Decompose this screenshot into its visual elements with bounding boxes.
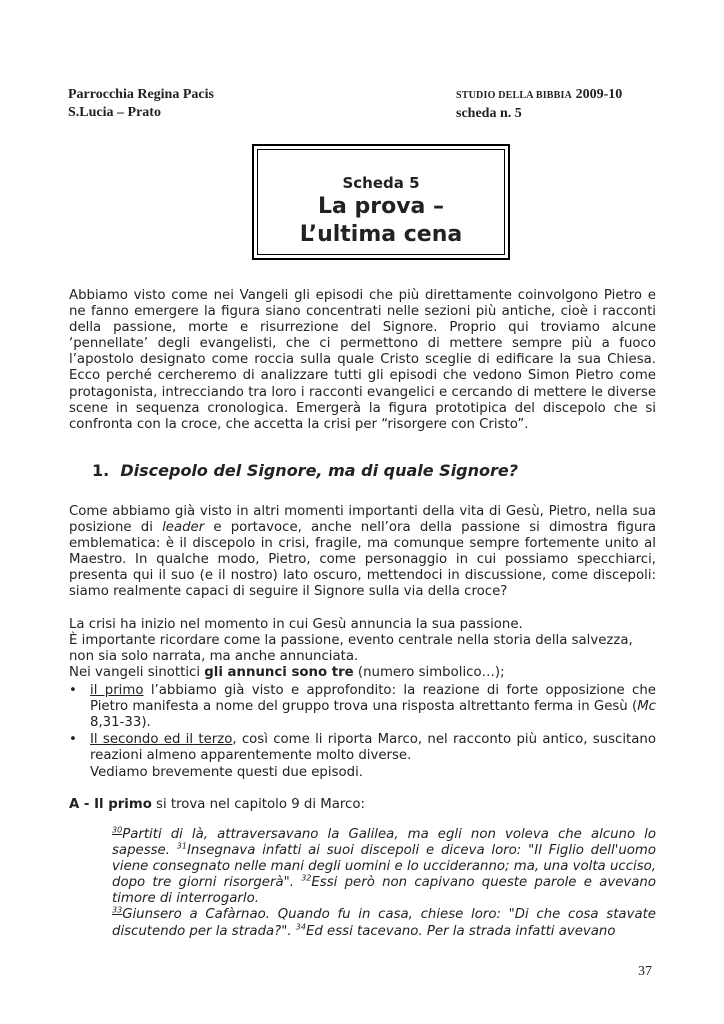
bullet-ref-italic: Mc — [637, 699, 656, 715]
subsection-a-text: si trova nel capitolo 9 di Marco: — [151, 797, 365, 812]
title-box — [252, 144, 510, 260]
verse-number: 33 — [112, 906, 123, 916]
scheda-label: Scheda 5 — [342, 174, 420, 192]
gospel-quote — [112, 827, 656, 940]
verse-text: Giunsero a Cafàrnao. Quando fu in casa, chiese loro: "Di che cosa stavate discutendo per la strada?". — [112, 907, 656, 939]
bullet-underlined: il primo — [90, 683, 144, 698]
paragraph-3 — [69, 617, 656, 681]
bullet-text — [90, 683, 656, 731]
para3-line3-tail: (numero simbolico…); — [353, 665, 505, 681]
para2-text-b: e portavoce, anche nell’ora della passione si dimostra figura emblematica: è il discepolo in crisi, fragile, ma comunque sempre fortemente unito al Maestro. In qualche modo, Pietro, come personaggio in cui possiamo specchiarci, presenta qui il suo (e il nostro) lato oscuro, mettendoci in discussione, come discepoli: siamo realmente capaci di seguire il Signore sulla via della croce? — [69, 520, 656, 600]
list-item — [69, 683, 656, 731]
parish-header — [68, 86, 214, 122]
bullet-icon: • — [69, 683, 77, 698]
section-number: 1. — [92, 461, 110, 480]
para2-italic-leader: leader — [162, 520, 205, 536]
para3-line-2: È importante ricordare come la passione, evento centrale nella storia della salvezza, non sia solo narrata, ma anche annunciata. — [69, 633, 633, 665]
bullet-body: l’abbiamo già visto e approfondito: la reazione di forte opposizione che Pietro manifesta a nome del gruppo trova una risposta altrettanto ferma in Gesù ( — [90, 683, 656, 715]
title-line-2: L’ultima cena — [299, 222, 463, 247]
para3-line-1: La crisi ha inizio nel momento in cui Gesù annuncia la sua passione. — [69, 617, 523, 632]
bullet-ref: 8,31-33). — [90, 715, 151, 731]
para3-line3-text: Nei vangeli sinottici — [69, 665, 205, 681]
section-heading — [92, 461, 518, 480]
subsection-a-bold: A - Il primo — [69, 797, 152, 812]
title-box-inner — [257, 149, 505, 255]
study-year: 2009-10 — [575, 87, 623, 102]
bullet-text — [90, 732, 656, 764]
page-number: 37 — [638, 964, 652, 979]
bullet-icon: • — [69, 732, 77, 747]
verse-number: 32 — [301, 873, 312, 883]
scheda-number: scheda n. 5 — [456, 106, 522, 121]
study-prefix: STUDIO DELLA BIBBIA — [456, 90, 573, 101]
verse-text: Partiti di là, attraversavano la Galilea, ma egli non voleva che alcuno lo sapesse. — [112, 827, 656, 859]
quote-block-1 — [112, 827, 656, 907]
verse-number: 34 — [295, 922, 306, 932]
study-header — [456, 86, 622, 123]
verse-text: Insegnava infatti ai suoi discepoli e diceva loro: "Il Figlio dell'uomo viene consegnato nelle mani degli uomini e lo uccideranno; ma, una volta ucciso, dopo tre giorni risorgerà". — [112, 843, 656, 891]
verse-text: Essi però non capivano queste parole e avevano timore di interrogarlo. — [112, 875, 656, 907]
para3-line3-bold: gli annunci sono tre — [204, 665, 354, 681]
study-title — [456, 86, 622, 105]
parish-name: Parrocchia Regina Pacis — [68, 87, 214, 102]
verse-text: Ed essi tacevano. Per la strada infatti avevano — [305, 923, 616, 939]
section-title: Discepolo del Signore, ma di quale Signore? — [120, 461, 519, 480]
parish-location: S.Lucia – Prato — [68, 105, 161, 120]
subsection-a — [69, 797, 656, 813]
bullet-underlined: Il secondo ed il terzo — [90, 732, 233, 747]
list-item — [69, 732, 656, 764]
bullet-body: , così come li riporta Marco, nel racconto più antico, suscitano reazioni almeno apparentemente molto diverse. — [90, 732, 656, 764]
para2-text-a: Come abbiamo già visto in altri momenti importanti della vita di Gesù, Pietro, nella sua posizione di — [69, 504, 656, 536]
bullet-followup: Vediamo brevemente questi due episodi. — [90, 765, 363, 780]
title-line-1: La prova – — [317, 194, 445, 219]
verse-number: 30 — [112, 825, 123, 835]
verse-number: 31 — [176, 841, 187, 851]
intro-paragraph: Abbiamo visto come nei Vangeli gli episodi che più direttamente coinvolgono Pietro e ne fanno emergere la figura siano concentrati nelle sezioni più antiche, cioè i racconti della passione, morte e risurrezione del Signore. Proprio qui troviamo alcune ‘pennellate’ degli evangelisti, che ci permettono di mettere sempre più a fuoco l’apostolo designato come roccia sulla quale Cristo sceglie di edificare la sua Chiesa. Ecco perché cercheremo di analizzare tutti gli episodi che vedono Simon Pietro come protagonista, intrecciando tra loro i racconti evangelici e cercando di mettere le diverse scene in sequenza cronologica. Emergerà la figura prototipica del discepolo che si confronta con la croce, che accetta la crisi per “risorgere con Cristo”. — [69, 288, 656, 432]
quote-block-2 — [112, 907, 656, 939]
para3-line-3 — [69, 665, 656, 681]
paragraph-2 — [69, 504, 656, 601]
